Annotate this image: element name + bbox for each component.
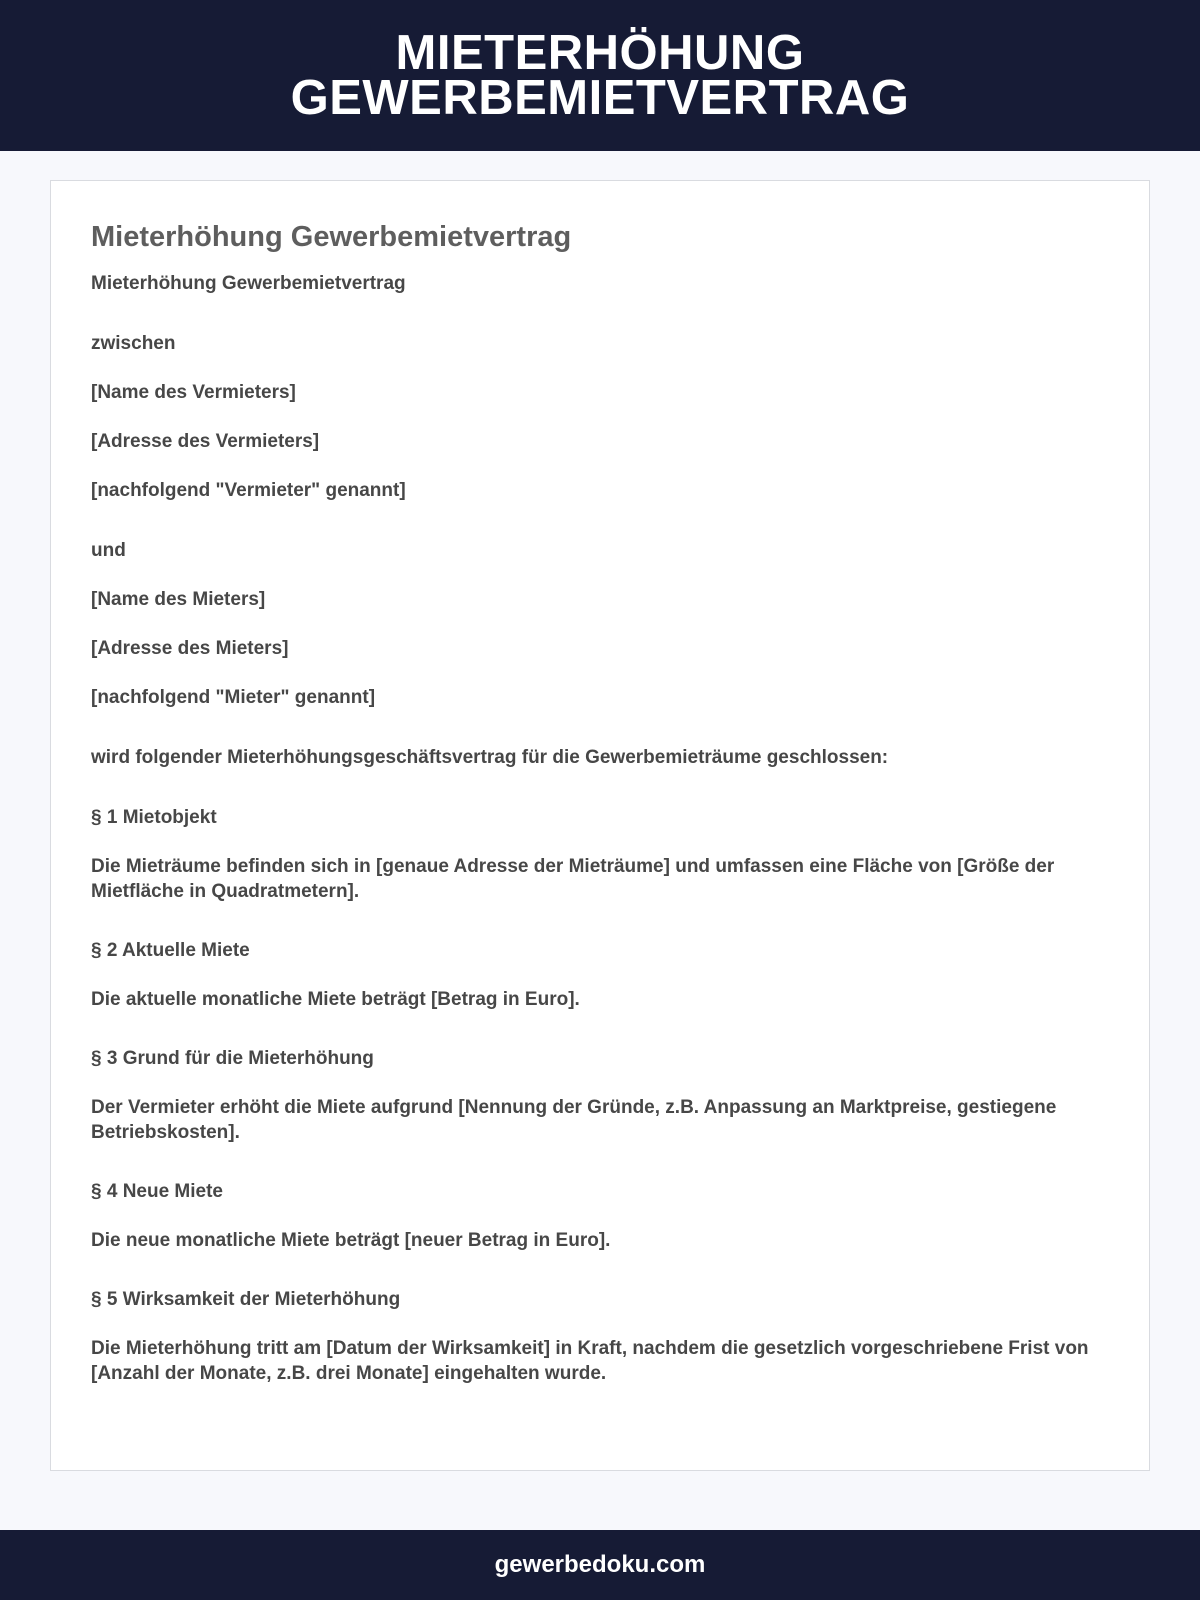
document-card: [50, 180, 1150, 1471]
contract-intro: wird folgender Mieterhöhungsgeschäftsvertrag für die Gewerbemieträume geschlossen:: [91, 747, 889, 768]
tenant-address: [Adresse des Mieters]: [91, 638, 289, 659]
landlord-alias: [nachfolgend "Vermieter" genannt]: [91, 480, 406, 501]
site-title: [290, 25, 910, 125]
document-subheading: Mieterhöhung Gewerbemietvertrag: [91, 273, 406, 294]
section-text: Der Vermieter erhöht die Miete aufgrund [Nennung der Gründe, z.B. Anpassung an Marktpreise, gestiegene Betriebskosten].: [91, 1097, 1057, 1143]
document-heading: Mieterhöhung Gewerbemietvertrag: [91, 221, 572, 253]
and-text: und: [91, 540, 126, 561]
section-title: § 4 Neue Miete: [91, 1181, 223, 1202]
landlord-name: [Name des Vermieters]: [91, 382, 296, 403]
section-title: § 2 Aktuelle Miete: [91, 940, 250, 961]
section-text: Die Mieterhöhung tritt am [Datum der Wirksamkeit] in Kraft, nachdem die gesetzlich vorgeschriebene Frist von [Anzahl der Monate, z.B. drei Monate] eingehalten wurde.: [91, 1338, 1089, 1384]
between-text: zwischen: [91, 333, 176, 354]
tenant-name: [Name des Mieters]: [91, 589, 266, 610]
landlord-address: [Adresse des Vermieters]: [91, 431, 320, 452]
section-title: § 1 Mietobjekt: [91, 807, 217, 828]
footer-domain-link[interactable]: gewerbedoku.com: [494, 1551, 706, 1578]
section-text: Die neue monatliche Miete beträgt [neuer Betrag in Euro].: [91, 1230, 611, 1251]
section-title: § 5 Wirksamkeit der Mieterhöhung: [91, 1289, 401, 1310]
site-header: [0, 0, 1200, 151]
section-title: § 3 Grund für die Mieterhöhung: [91, 1048, 374, 1069]
site-title-line-1: MIETERHÖHUNG: [395, 25, 805, 80]
section-text: Die Mieträume befinden sich in [genaue Adresse der Mieträume] und umfassen eine Fläche von [Größe der Mietfläche in Quadratmetern].: [91, 856, 1055, 902]
section-text: Die aktuelle monatliche Miete beträgt [Betrag in Euro].: [91, 989, 580, 1010]
site-footer: [0, 1530, 1200, 1600]
site-title-line-2: GEWERBEMIETVERTRAG: [290, 70, 910, 125]
tenant-alias: [nachfolgend "Mieter" genannt]: [91, 687, 376, 708]
